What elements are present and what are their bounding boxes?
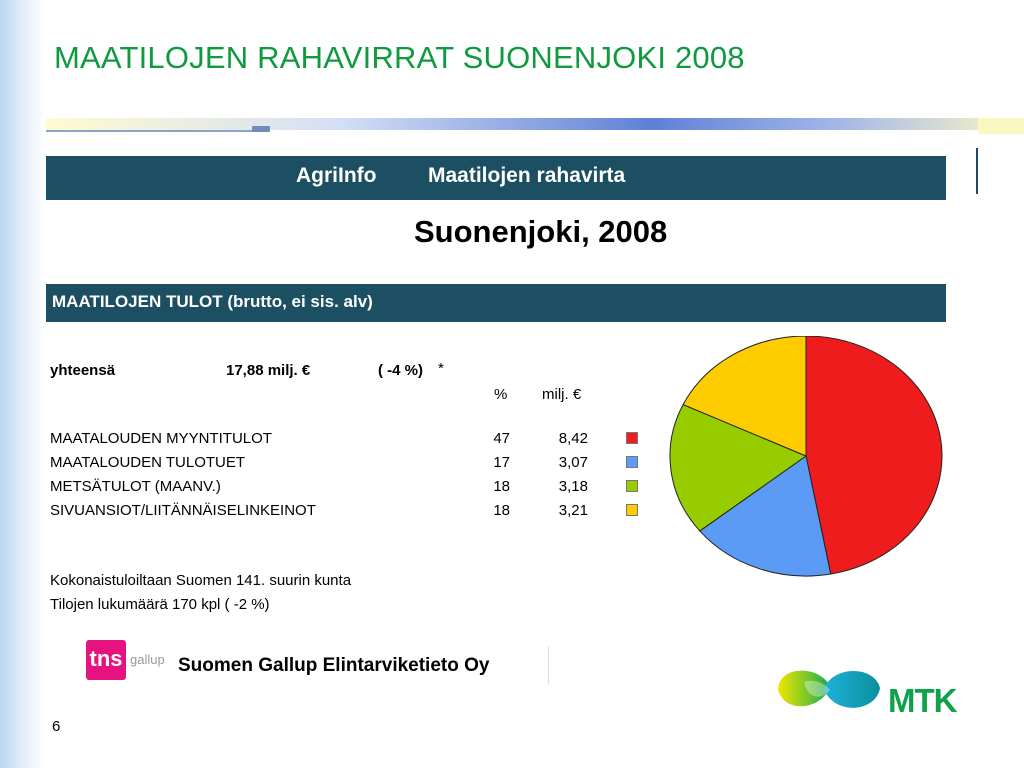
footnote-farm-count: Tilojen lukumäärä 170 kpl ( -2 %) xyxy=(50,596,270,613)
mtk-logo-mark xyxy=(774,660,884,718)
decorative-line xyxy=(46,130,266,132)
section-band xyxy=(46,284,946,322)
total-label: yhteensä xyxy=(50,362,116,379)
legend-category-label: METSÄTULOT (MAANV.) xyxy=(50,478,221,495)
page-number: 6 xyxy=(52,718,61,735)
title-gradient-rule xyxy=(46,118,1024,130)
legend-value-label: 3,07 xyxy=(558,454,588,471)
legend-swatch xyxy=(626,480,638,492)
place-year-title: Suonenjoki, 2008 xyxy=(414,214,668,249)
tns-logo xyxy=(86,640,126,680)
report-panel xyxy=(46,156,946,686)
tns-logo-text: tns xyxy=(89,646,123,671)
legend-category-label: MAATALOUDEN MYYNTITULOT xyxy=(50,430,272,447)
pie-chart xyxy=(666,336,946,616)
legend-swatch xyxy=(626,432,638,444)
section-title: MAATILOJEN TULOT (brutto, ei sis. alv) xyxy=(52,292,373,311)
legend-value-label: 3,21 xyxy=(558,502,588,519)
left-gradient-strip xyxy=(0,0,46,768)
legend-percent-label: 18 xyxy=(493,502,510,519)
gallup-company-name: Suomen Gallup Elintarviketieto Oy xyxy=(178,655,490,676)
legend-value-label: 3,18 xyxy=(558,478,588,495)
legend-category-label: SIVUANSIOT/LIITÄNNÄISELINKEINOT xyxy=(50,502,316,519)
mtk-logo-text: MTK xyxy=(888,682,957,719)
legend-swatch xyxy=(626,456,638,468)
col-header-pct: % xyxy=(494,386,508,403)
legend-percent-label: 18 xyxy=(493,478,510,495)
decorative-vertical-line xyxy=(976,148,978,194)
pie-slice xyxy=(806,336,942,574)
report-header-band xyxy=(46,156,946,200)
pie-svg xyxy=(666,336,946,616)
legend-category-label: MAATALOUDEN TULOTUET xyxy=(50,454,246,471)
legend-swatch xyxy=(626,504,638,516)
col-header-meur: milj. € xyxy=(542,386,582,403)
footer-divider xyxy=(548,646,549,684)
total-note: * xyxy=(438,360,444,377)
header-title: Maatilojen rahavirta xyxy=(428,164,626,187)
tns-logo-sub: gallup xyxy=(130,652,165,667)
decorative-knob xyxy=(252,126,270,132)
legend-percent-label: 47 xyxy=(493,430,510,447)
total-change: ( -4 %) xyxy=(378,362,423,379)
footnote-rank: Kokonaistuloiltaan Suomen 141. suurin kunta xyxy=(50,572,352,589)
legend-percent-label: 17 xyxy=(493,454,510,471)
header-brand: AgriInfo xyxy=(296,164,377,187)
decorative-block xyxy=(978,118,1024,134)
legend-value-label: 8,42 xyxy=(558,430,588,447)
slide-title: MAATILOJEN RAHAVIRRAT SUONENJOKI 2008 xyxy=(54,40,745,75)
total-value: 17,88 milj. € xyxy=(226,362,311,379)
